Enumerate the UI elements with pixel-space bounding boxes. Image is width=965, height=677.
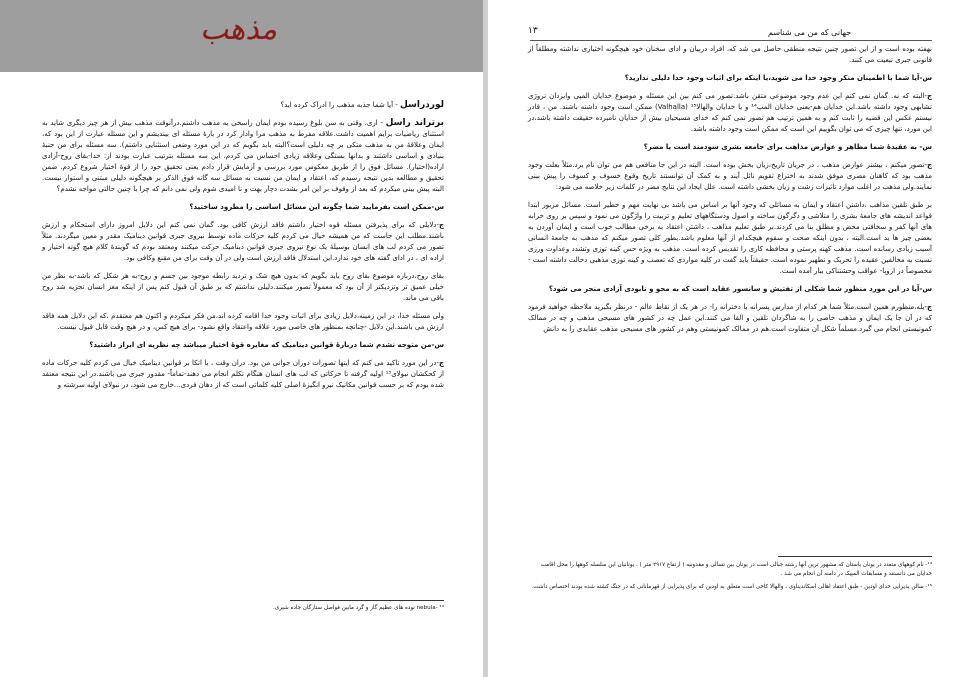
paragraph-text: - اری، وقتی به سن بلوغ رسیده بودم ایمان راسخی به مذهب داشتم.درآنوقت مذهب بیش از هر چیز دیگری شاید به استثنای ریاضیات برایم اهمیت داشت.علاقه مفرط به مذهب مرا وادار کرد در بارهٔ مسئله ای بیندیشم و این مسئله عبارت از این بود که، ایمان وعلاقهٔ من به مذهب متکی بر چه دلیلی است؟البته باید بگویم که در این مورد وضعی استثنایی داشتم). سه مسئله برای من جنبهٔ بنیادی و اساسی داشتند و بدانها بستگی وعلاقه زیادی احساس می کردم، این سه مسئله بترتیب عبارت بودند از: خدا-بقای روح-آزادی اراده(اختیار). مسائل فوق را از طریق معکوس مورد بررسی و آزمایش قرار دادم یعنی تحقیق خود را از قوهٔ اختیار شروع کردم. ضمن تحقیق و مطالعه بدین نتیجه رسیدم که، اعتقاد و ایمان من نسبت به مسائل سه گانه فوق الذکر بر هیچگونه دلیلی مبتنی و استوار نیست. البته پیش بینی میکردم که بعد از وقوف بر این امر بشدت دچار بهت و نا امیدی شوم ولی نمی دانم که چرا با چنین حالتی مواجه نشدم؟ (42, 119, 444, 193)
paragraph (42, 220, 444, 264)
question-paragraph (42, 202, 444, 213)
paragraph (42, 271, 444, 304)
paragraph (528, 160, 932, 193)
speaker-label: ج (438, 221, 444, 229)
speaker-label: س (434, 203, 444, 211)
paragraph-text: -ممکن است بفرمایید شما چگونه این مسائل اساسی را مطرود ساختید؟ (189, 203, 435, 211)
footnote: ¹⁵- سالن پذیرایی خدای اودین - طبق اعتقاد اهالی اسکاندیناوی ، والهالا کاخی است متعلق به اودین که برای پذیرایی از قهرمانانی که در جنگ کشته شده بودند اختصاص داشت. (531, 584, 932, 590)
paragraph-text: -بله،منظورم همین است.مثلاً شما هر کدام از مدارس پسرانه یا دخترانه را- در هر یک از نقاط عالم - درنظر بگیرید ملاحظه خواهید فرمود که در آن جا یک ایمان و مذهب خاصی را به شاگردان تلقین و القا می کنند.این عمل چه در کشور های مسیحی مذهب و چه در ممالک کمونیستی انجام می گیرد.مسلماً شکل آن متفاوت است.هم در ممالک کمونیستی وهم در کشور های مسیحی مذهب عقایدی را به دانش (528, 303, 932, 333)
paragraph-text: -آیا شما با اطمینان منکر وجود خدا می شوید،یا اینکه برای اثبات وجود خدا دلیلی ندارید؟ (624, 74, 923, 82)
paragraph-text: -در این مورد تاکید می کنم که اینها تصورات دوران جوانی من بود. دران وقت ، با اتکا بر قوانین دینامیک خیال می کردم کلیه حرکات ماده از کحکشان نبولای¹³ اولیه گرفته تا حرکاتی که لب های انسان هنگام تکلم انجام می دهند-تماماً- مقدور جبری می باشند.در این نتیجه معتقد شده بودم که بر حسب قوانین مکانیک نیرو انگیزهٔ اصلی کلیه کلماتی است که از دهان فردی...خارج می شود، در نبولای اولیه سرشته و (42, 359, 444, 389)
header-rule (530, 40, 932, 41)
footnote: ¹³ -nebula نوده های عظیم گاز و گرد مابین فواصل ستارگان جاده شیری. (273, 605, 444, 611)
paragraph (528, 302, 932, 335)
paragraph-text: بقای روح،درباره موضوع بقای روح باید بگویم که بدون هیچ شک و تردید رابطه موجود بین جسم و روح-به هر شکل که باشد-به نظر من خیلی عمیق تر وتزدیکتر از آن بود که معمولاً تصور میکنند.دلیلی نداشتم که بر طبق آن قبول کنم پس از اینکه مغز انسان تجزیه شد روح باقی می ماند. (42, 272, 444, 302)
right-page-body (528, 44, 932, 342)
footnote-divider (290, 600, 444, 601)
speaker-label: س (922, 143, 932, 151)
paragraph-text: - آیا شما جذبه مذهب را ادراک کرده اید؟ (280, 101, 401, 109)
paragraph-text: -البته که نه. گمان نمی کنم این عدم وجود موضوعی متقن باشد.تصور می کنم بین این مسئله و موضوع خدایان المپی وایزدان نروژی تشابهی وجود داشته باشد.این خدایان هم-یعنی خدایان المپ¹⁴ و یا خدایان والهالا¹⁵ (Valhalla) ممکن است وجود داشته باشند. من ، قادر نیستم عکس این قضیه را ثابت کنم و به همین ترتیب هم تصور نمی کنم که خدای مسیحیان بیش از خدایان نامبرده حقیقت داشته باشد،در این مورد، تنها چیزی که می توان بگوییم این است که ممکن است وجود داشته باشد. (528, 92, 932, 133)
footnote: ¹⁴- نام کوههای متعدد در یونان باستان که مشهور ترین آنها رشته جبالی است در یونان بین تسالی و مقدونیه ( ارتفاع ۲۹۱۷ متر ) . یونانیان این سلسله کوهها را محل اقامت خدایان می دانستند و مسابقات المپیک در دامنه آن انجام می شد . (540, 562, 932, 577)
paragraph-text: -من متوجه نشدم شما دربارهٔ قوانین دینامیک که مغایره قوهٔ اختیار میباشد چه نظریه ای ابراز داشتید؟ (89, 341, 435, 349)
question-paragraph (528, 142, 932, 153)
paragraph (528, 44, 932, 66)
right-page (488, 0, 965, 677)
paragraph (42, 100, 444, 111)
paragraph (42, 118, 444, 195)
running-header: جهانی که من می شناسم (768, 28, 852, 37)
speaker-label: برتراند راسل (385, 118, 444, 128)
question-paragraph (528, 73, 932, 84)
paragraph (42, 358, 444, 391)
paragraph-text: نهفته بوده است و از این تصور چنین نتیجه منطقی حاصل می شد که، افراد دربیان و ادای سخنان خود هیچگونه اختیاری نداشته ومطلقاً از قانونی جبری تبعیت می کنند. (528, 45, 932, 64)
paragraph-text: -آیا در این مورد منظور شما شکلی از تفتیش و سانسور عقاید است که به محو و نابودی آزادی منجر می شود؟ (548, 285, 923, 293)
paragraph (42, 311, 444, 333)
footnote-divider (778, 556, 932, 557)
paragraph (528, 200, 932, 277)
speaker-label: س (922, 74, 932, 82)
speaker-label: س (922, 285, 932, 293)
speaker-label: لوردراسل (400, 100, 444, 110)
chapter-title: مذهب (200, 12, 278, 47)
paragraph-text: - به عقیدهٔ شما مظاهر و عوارض مذاهب برای جامعه بشری سودمند است یا مضر؟ (643, 143, 923, 151)
speaker-label: ج (926, 303, 932, 311)
speaker-label: ج (926, 161, 932, 169)
speaker-label: ج (438, 359, 444, 367)
paragraph-text: -دلایلی که برای پذیرفتن مسئله قوه اختیار داشتم فاقد ارزش کافی بود. گمان نمی کنم این دلایل امروز دارای استحکام و ارزش باشند.مطلب این جاست که من همیشه خیال می کردم کلیه حرکات ماده توسط نیروی جبری قوانین دینامیک مقدر و معین میگردند. مثلاً تصور می کردم لب های انسان بوسیلهٔ یک نوع نیروی جبری قوانین دینامیک حرکت میکنند ومعتقد بودم که گویندهٔ کلام هیچ گونه اختیار و اراده ای ، در ادای گفته های خود ندارد.این استدلال فاقد ارزش است ولی در آن وقت برای من مقنع وکافی بود. (42, 221, 444, 262)
paragraph-text: بر طبق تلقین مذاهب ،داشتن اعتقاد و ایمان به مسائلی که وجود آنها بر اساس می باشد بی نهایت مهم و خطیر است. مسائل مزبور ابتدا قواعد اندیشه های جامعهٔ بشری را متلاشی و دگرگون ساخته و اصول ودستگاههای تعلیم و تربیت را واژگون می نمود و سپس بر روی خرابه های آنها کفر و سخافتی محض و مطلق بنا می کردند.بر طبق تعلیم مذاهب ، داشتن اعتقاد به برخی مطالب خوب است و ایمان آوردن به بعضی چیز ها بد است.البته ، بدون اینکه صحت و سقوم هیچکدام از آنها معلوم باشد.بطور کلی تصور میکنم که مذهب به جامعهٔ انسانی آسیب زیادی رسانده است. مذهب کهنه پرستی و محافظه کاری را تقدیس کرده است. مذهب به ویژه حس کینه توزی وتشدد وعداوت ورزی نسبت به مخالفین عقیده را تحریک و تطهیر نموده است. حقیقتاً باید گفت در کلیه مواردی که تعصب و کینه توزی مذهبی دخالت داشته است - مخصوصاً در اروپا- عواقب وحشتناکی ببار آمده است. (528, 201, 932, 275)
question-paragraph (528, 284, 932, 295)
left-page-body (42, 100, 444, 398)
paragraph-text: -تصور میکنم ، بیشتر عوارض مذهب ، در جریان تاریخ،زیان بخش بوده است. البته در این جا منافعی هم می توان نام برد.مثلاً بعلت وجود مذهب بود که کاهنان مصری موفق شدند به اختراع تقویم نائل آیند و به کمک آن توانستند تاریخ وقوع خسوف و کسوف را پیش بینی نمایند.ولی مذهب در اغلب موارد تاثیرات زشت و زیان بخشی داشته است. علل ایجاد این نتایج مضر در کلمات زیر خلاصه می شود: (528, 161, 932, 191)
speaker-label: س (434, 341, 444, 349)
question-paragraph (42, 340, 444, 351)
paragraph-text: ولی مسئله خدا، در این زمینه،دلایل زیادی برای اثبات وجود خدا اقامه کرده اند،من فکر میکردم و اکنون هم معتقدم ،که این دلایل همه فاقد ارزش می باشند.این دلایل -چنانچه بمنظور های خاصی مورد علاقه واعتقاد واقع نشود- برای هیچ کس، و در هیچ وقت قابل قبول نیست. (42, 312, 444, 331)
footnotes (528, 561, 932, 596)
speaker-label: ج (926, 92, 932, 100)
page-number: ١٣ (528, 26, 538, 36)
paragraph (528, 91, 932, 135)
